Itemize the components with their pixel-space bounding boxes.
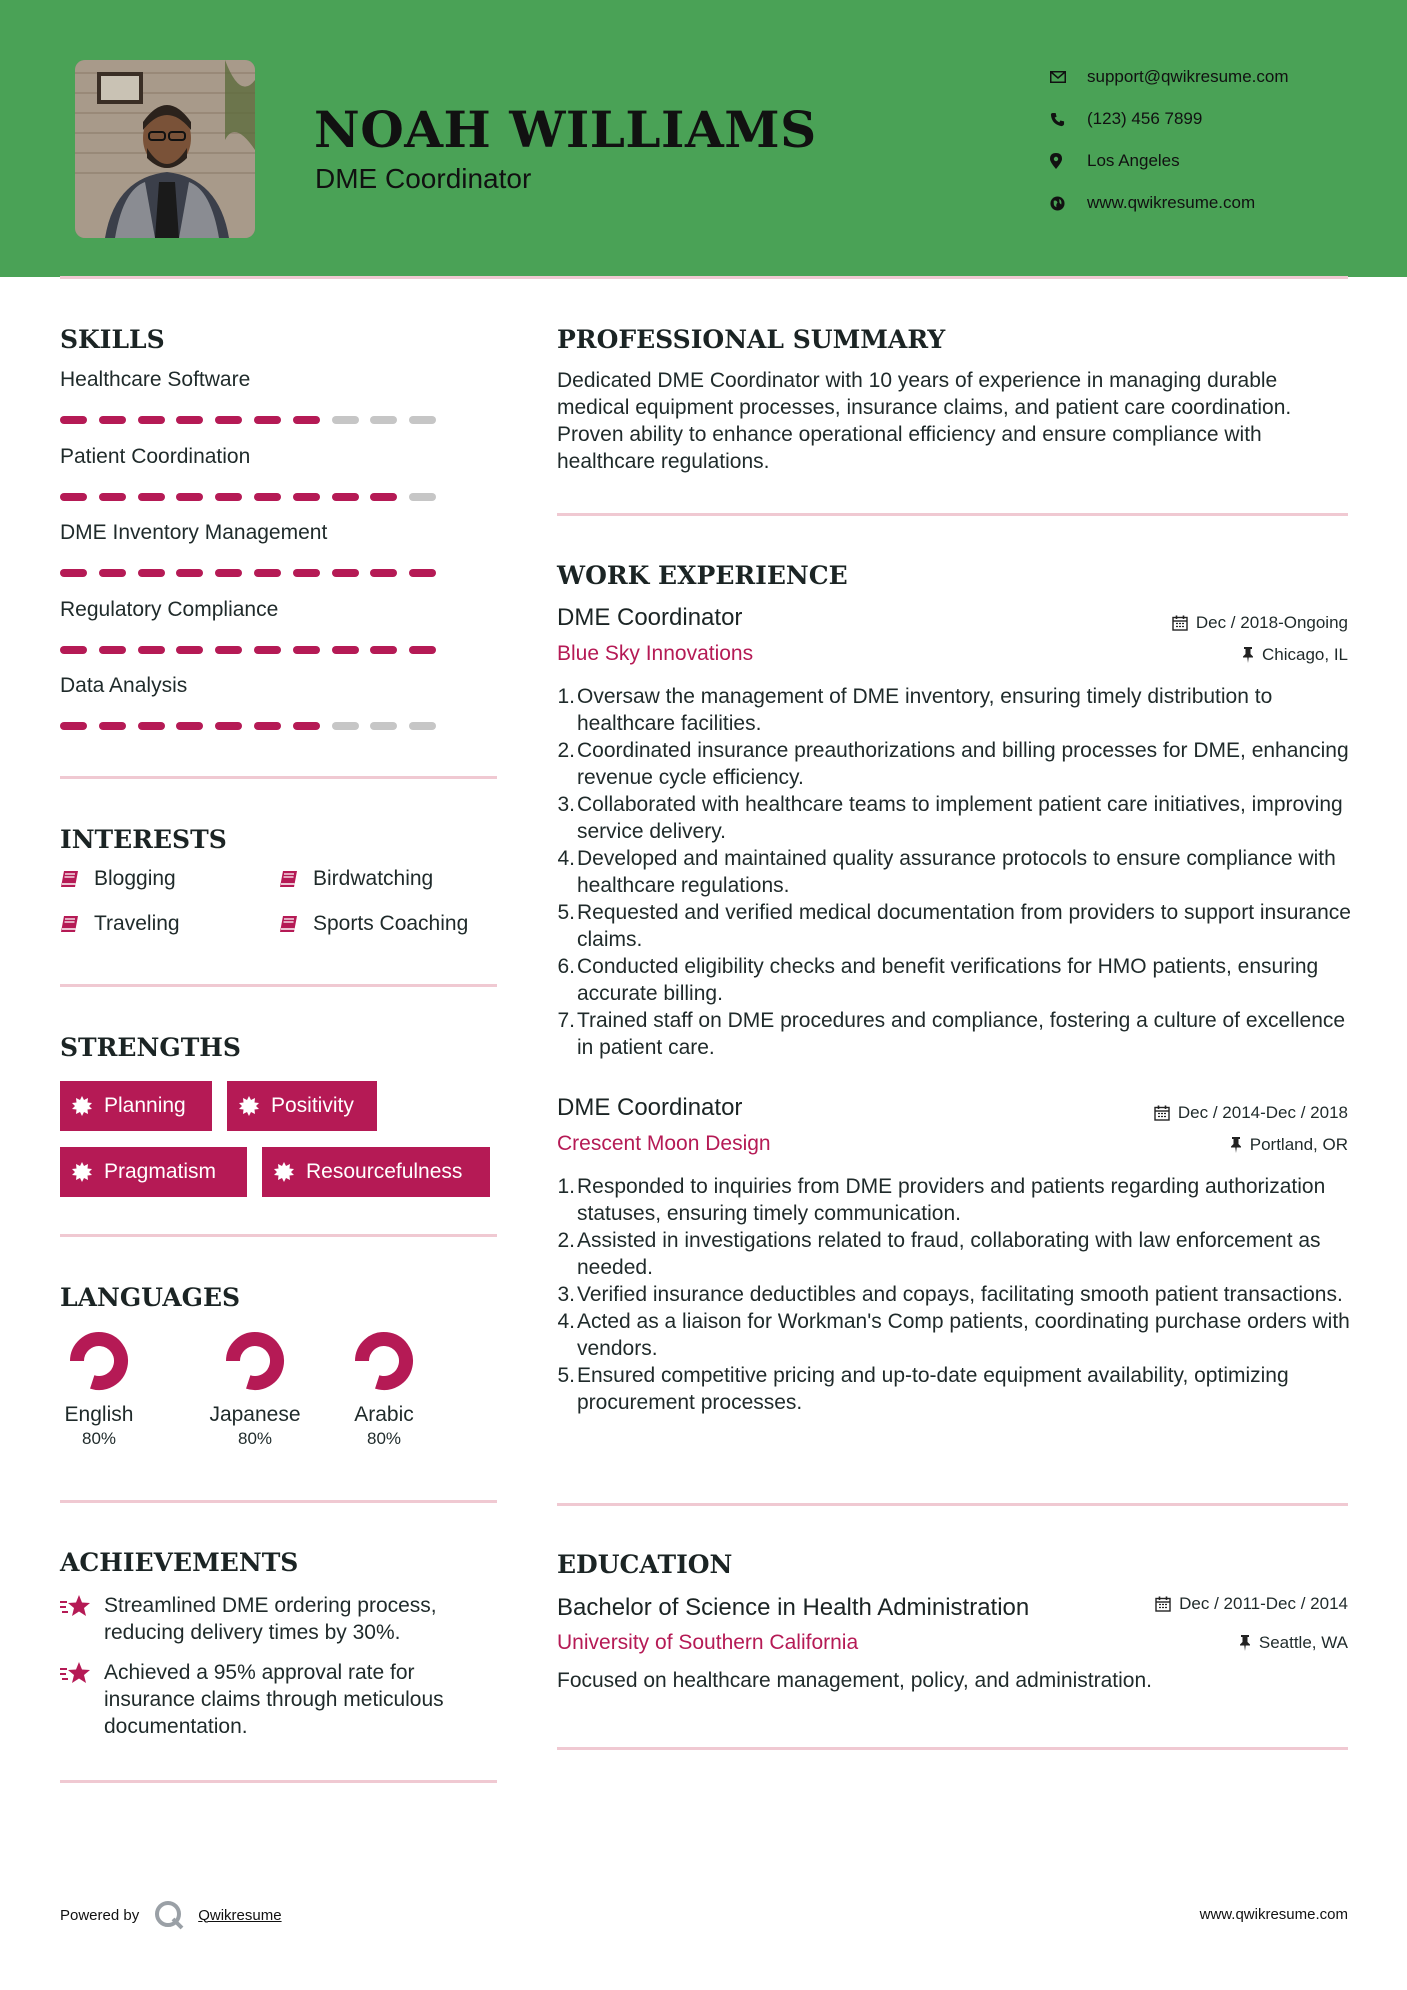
bullet-number: 3. [557, 793, 575, 816]
job-dates [1172, 613, 1348, 633]
skill-level-dash [409, 722, 436, 730]
company-name: Blue Sky Innovations [557, 642, 754, 665]
skill-level-dash [254, 493, 281, 501]
skill-level-dash [99, 416, 126, 424]
skill-level-dash [409, 416, 436, 424]
skill-level-dash [215, 646, 242, 654]
book-icon [279, 869, 313, 889]
bullet-text: Conducted eligibility checks and benefit verifications for HMO patients, ensuring accurate billing. [577, 955, 1319, 1005]
skill-level-dash [409, 646, 436, 654]
bullet-text: Ensured competitive pricing and up-to-date equipment availability, optimizing procurement processes. [577, 1364, 1289, 1414]
job-location-text: Chicago, IL [1262, 645, 1348, 664]
contact-location-text: Los Angeles [1087, 151, 1180, 170]
language-percent: 80% [237, 1429, 273, 1448]
star-icon [60, 1659, 104, 1740]
skill-level-dash [138, 416, 165, 424]
bullet-number: 7. [557, 1009, 575, 1032]
skill-level-dash [176, 722, 203, 730]
job-bullet [557, 845, 1357, 899]
job-title: DME Coordinator [557, 1094, 743, 1121]
language-item [324, 1330, 444, 1449]
strength-badge [60, 1147, 247, 1197]
pushpin-icon [1230, 1137, 1242, 1153]
skill-level-dash [370, 569, 397, 577]
skill-level-dash [138, 493, 165, 501]
skill-level-dash [99, 722, 126, 730]
bullet-number: 1. [557, 685, 575, 708]
job-bullet [557, 1362, 1357, 1416]
company-name: Crescent Moon Design [557, 1132, 771, 1155]
bullet-text: Verified insurance deductibles and copays, facilitating smooth patient transactions. [577, 1283, 1343, 1306]
skill-level-dash [99, 646, 126, 654]
header-divider [60, 276, 1348, 279]
job-dates-text: Dec / 2014-Dec / 2018 [1177, 1103, 1348, 1122]
skill-level-dash [99, 493, 126, 501]
language-level-ring [224, 1330, 286, 1392]
skill-level-dash [332, 416, 359, 424]
skill-level-dash [215, 416, 242, 424]
job-bullet [557, 1173, 1357, 1227]
job-bullets [557, 683, 1357, 1061]
contact-location [1050, 140, 1390, 182]
globe-icon [1050, 196, 1087, 211]
job-bullet [557, 683, 1357, 737]
gear-burst-icon [274, 1162, 306, 1182]
language-percent: 80% [81, 1429, 117, 1448]
skill-level-dash [409, 493, 436, 501]
education-description: Focused on healthcare management, policy, and administration. [557, 1669, 1152, 1692]
bullet-number: 4. [557, 1310, 575, 1333]
languages-heading: LANGUAGES [60, 1283, 241, 1312]
skill-label: DME Inventory Management [60, 521, 328, 544]
book-icon [60, 914, 94, 934]
skill-level-dash [176, 646, 203, 654]
skill-level-dash [176, 569, 203, 577]
powered-by-text: Powered by [60, 1906, 140, 1924]
skill-level-dash [332, 569, 359, 577]
envelope-icon [1050, 71, 1087, 83]
language-level-arc [233, 1339, 277, 1383]
interest-item [60, 912, 180, 936]
language-level-ring [68, 1330, 130, 1392]
skill-level-dash [99, 569, 126, 577]
language-name: English [64, 1403, 134, 1426]
language-percent: 80% [366, 1429, 402, 1448]
strengths-heading: STRENGTHS [60, 1033, 241, 1062]
skill-level-dash [254, 569, 281, 577]
skill-level-dash [215, 493, 242, 501]
achievements-heading: ACHIEVEMENTS [60, 1548, 299, 1577]
education-dates [1155, 1594, 1348, 1614]
job-bullet [557, 791, 1357, 845]
job-bullet [557, 1007, 1357, 1061]
candidate-name: NOAH WILLIAMS [314, 100, 817, 159]
skill-level-dash [332, 493, 359, 501]
bullet-text: Responded to inquiries from DME providers and patients regarding authorization statuses, ensuring timely communication. [577, 1175, 1326, 1225]
skill-level-dash [60, 569, 87, 577]
contact-email[interactable] [1050, 56, 1390, 98]
interest-label: Blogging [94, 867, 176, 890]
skill-level-dash [254, 646, 281, 654]
summary-text: Dedicated DME Coordinator with 10 years of experience in managing durable medical equipment processes, insurance claims, and patient care coordination. Proven ability to enhance operational efficiency and ensure compliance with healthcare regulations. [557, 369, 1292, 473]
education-divider [557, 1747, 1348, 1750]
bullet-text: Acted as a liaison for Workman's Comp patients, coordinating purchase orders with vendors. [577, 1310, 1350, 1360]
bullet-number: 4. [557, 847, 575, 870]
strength-label: Resourcefulness [306, 1160, 463, 1183]
bullet-text: Requested and verified medical documentation from providers to support insurance claims. [577, 901, 1351, 951]
strength-badge [60, 1081, 212, 1131]
contact-phone-text: (123) 456 7899 [1087, 109, 1203, 128]
skill-level-dash [370, 722, 397, 730]
summary-divider [557, 513, 1348, 516]
bullet-text: Trained staff on DME procedures and compliance, fostering a culture of excellence in patient care. [577, 1009, 1346, 1059]
map-pin-icon [1050, 153, 1087, 169]
interest-item [60, 867, 176, 891]
job-dates-text: Dec / 2018-Ongoing [1195, 613, 1348, 632]
skill-level-dash [409, 569, 436, 577]
bullet-number: 6. [557, 955, 575, 978]
skill-level-dash [370, 416, 397, 424]
bullet-number: 3. [557, 1283, 575, 1306]
interest-label: Birdwatching [313, 867, 434, 890]
skill-level-dash [370, 493, 397, 501]
footer-powered-by [60, 1900, 282, 1930]
strengths-divider [60, 1234, 497, 1237]
language-name: Japanese [209, 1403, 301, 1426]
star-icon [60, 1592, 104, 1646]
bullet-number: 5. [557, 1364, 575, 1387]
language-level-arc [362, 1339, 406, 1383]
calendar-icon [1154, 1105, 1170, 1121]
qwikresume-logo-icon [154, 1900, 186, 1930]
job-bullet [557, 737, 1357, 791]
languages-divider [60, 1500, 497, 1503]
skill-level-dash [138, 646, 165, 654]
profile-photo [75, 60, 255, 238]
skills-divider [60, 776, 497, 779]
skill-level-dash [60, 722, 87, 730]
job-bullet [557, 953, 1357, 1007]
skill-level-dash [332, 722, 359, 730]
job-location [1230, 1135, 1348, 1155]
skill-level-dash [60, 416, 87, 424]
skill-level-dash [293, 722, 320, 730]
skill-level-dash [215, 569, 242, 577]
language-level-arc [77, 1339, 121, 1383]
skill-label: Regulatory Compliance [60, 597, 279, 621]
strength-label: Positivity [271, 1094, 354, 1117]
strength-label: Pragmatism [104, 1160, 217, 1183]
interest-item [279, 867, 433, 891]
calendar-icon [1172, 615, 1188, 631]
education-location-text: Seattle, WA [1258, 1633, 1348, 1652]
skill-label: Data Analysis [60, 674, 188, 697]
strength-badge [227, 1081, 377, 1131]
interest-item [279, 912, 468, 936]
skill-level-dash [176, 493, 203, 501]
gear-burst-icon [72, 1162, 104, 1182]
pushpin-icon [1242, 647, 1254, 663]
skill-level-dash [254, 416, 281, 424]
skill-level-dash [60, 493, 87, 501]
achievement-text: Achieved a 95% approval rate for insurance claims through meticulous documentation. [104, 1661, 444, 1738]
job-dates [1154, 1103, 1348, 1123]
contact-website-text: www.qwikresume.com [1087, 193, 1256, 212]
book-icon [60, 869, 94, 889]
bullet-text: Oversaw the management of DME inventory, ensuring timely distribution to healthcare facilities. [577, 685, 1273, 735]
skill-level-dash [176, 416, 203, 424]
education-heading: EDUCATION [557, 1550, 733, 1579]
skill-level-dash [293, 493, 320, 501]
contact-list [1050, 56, 1390, 224]
school-name: University of Southern California [557, 1631, 859, 1654]
experience-heading: WORK EXPERIENCE [557, 561, 848, 590]
skill-level-dash [138, 569, 165, 577]
interests-heading: INTERESTS [60, 825, 227, 854]
job-bullet [557, 1281, 1357, 1308]
gear-burst-icon [239, 1096, 271, 1116]
pushpin-icon [1239, 1635, 1251, 1651]
skill-level-dash [293, 416, 320, 424]
strength-label: Planning [104, 1094, 186, 1117]
contact-email-text: support@qwikresume.com [1087, 67, 1289, 86]
contact-website[interactable] [1050, 182, 1390, 224]
language-item [195, 1330, 315, 1449]
candidate-title: DME Coordinator [315, 163, 532, 194]
skill-level-dash [332, 646, 359, 654]
bullet-number: 5. [557, 901, 575, 924]
education-location [1239, 1633, 1348, 1653]
interests-divider [60, 984, 497, 987]
footer-website[interactable]: www.qwikresume.com [1199, 1906, 1348, 1923]
skill-level-dash [370, 646, 397, 654]
job-location [1242, 645, 1348, 665]
experience-divider [557, 1503, 1348, 1506]
bullet-number: 2. [557, 1229, 575, 1252]
phone-icon [1050, 112, 1087, 127]
bullet-text: Collaborated with healthcare teams to implement patient care initiatives, improving service delivery. [577, 793, 1343, 843]
language-level-ring [353, 1330, 415, 1392]
skill-level-dash [215, 722, 242, 730]
skill-level-dash [254, 722, 281, 730]
bullet-text: Assisted in investigations related to fraud, collaborating with law enforcement as needed. [577, 1229, 1321, 1279]
job-bullet [557, 1308, 1357, 1362]
degree-title: Bachelor of Science in Health Administration [557, 1594, 1030, 1621]
achievement-item [60, 1659, 500, 1740]
skill-level-dash [293, 569, 320, 577]
bullet-text: Coordinated insurance preauthorizations and billing processes for DME, enhancing revenue cycle efficiency. [577, 739, 1349, 789]
skill-level-dash [293, 646, 320, 654]
calendar-icon [1155, 1596, 1171, 1612]
skill-label: Healthcare Software [60, 368, 251, 391]
interest-label: Traveling [94, 912, 180, 935]
job-bullet [557, 899, 1357, 953]
skill-label: Patient Coordination [60, 444, 251, 468]
skill-level-dash [138, 722, 165, 730]
achievement-text: Streamlined DME ordering process, reducing delivery times by 30%. [104, 1594, 437, 1644]
bullet-number: 1. [557, 1175, 575, 1198]
strength-badge [262, 1147, 490, 1197]
gear-burst-icon [72, 1096, 104, 1116]
job-bullet [557, 1227, 1357, 1281]
job-location-text: Portland, OR [1249, 1135, 1348, 1154]
summary-heading: PROFESSIONAL SUMMARY [557, 325, 946, 354]
interest-label: Sports Coaching [313, 912, 469, 935]
achievements-divider [60, 1780, 497, 1783]
book-icon [279, 914, 313, 934]
job-title: DME Coordinator [557, 604, 743, 631]
contact-phone[interactable] [1050, 98, 1390, 140]
language-name: Arabic [354, 1403, 414, 1426]
language-item [39, 1330, 159, 1449]
achievement-item [60, 1592, 500, 1646]
header-banner [0, 0, 1407, 277]
job-bullets [557, 1173, 1357, 1416]
bullet-text: Developed and maintained quality assurance protocols to ensure compliance with healthcare regulations. [577, 847, 1336, 897]
skill-level-dash [60, 646, 87, 654]
skills-heading: SKILLS [60, 325, 165, 354]
education-dates-text: Dec / 2011-Dec / 2014 [1179, 1594, 1348, 1613]
bullet-number: 2. [557, 739, 575, 762]
qwikresume-link[interactable]: Qwikresume [198, 1906, 282, 1924]
